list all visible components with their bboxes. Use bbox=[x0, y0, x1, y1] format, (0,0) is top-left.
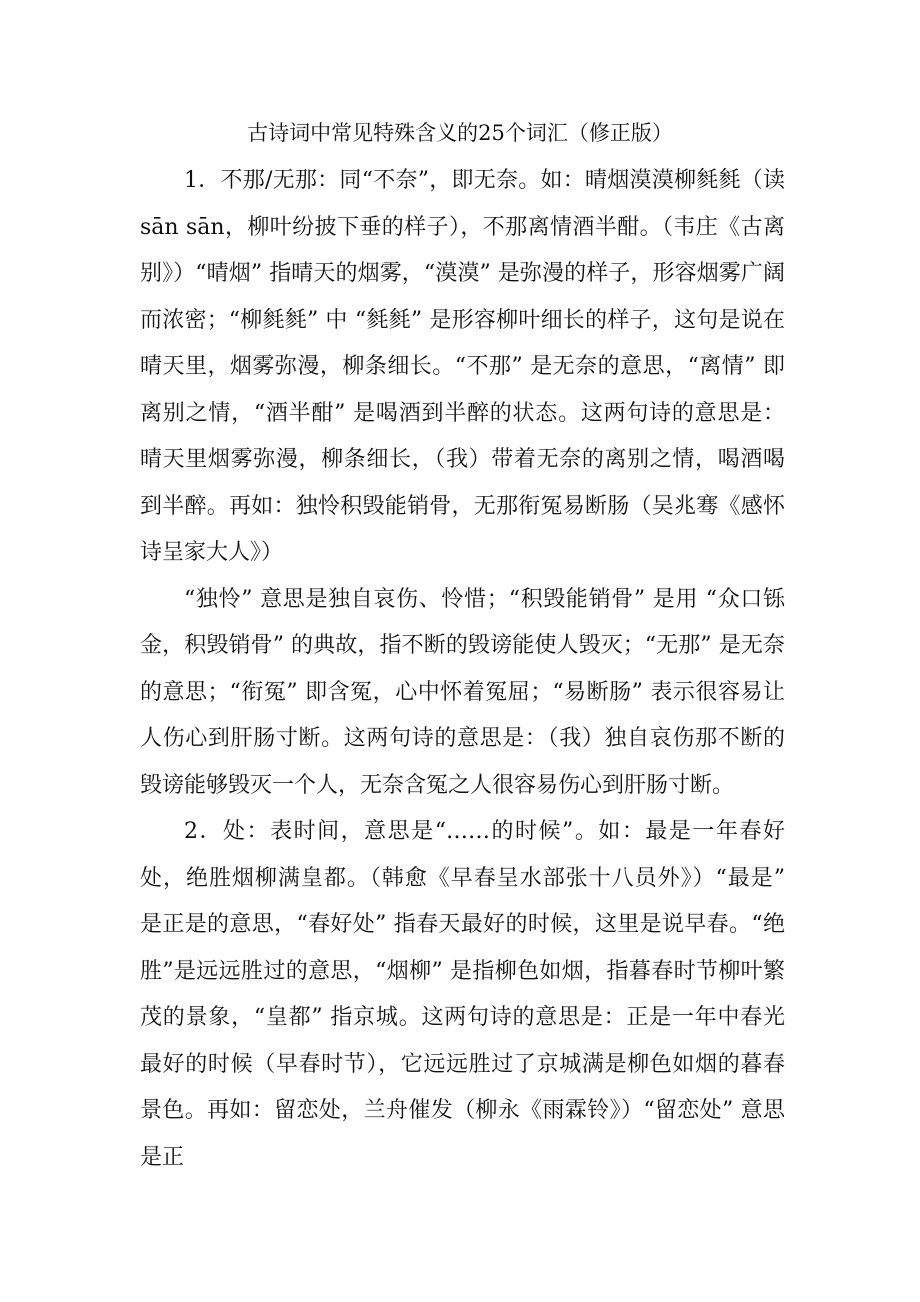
paragraph-3: 2．处：表时间，意思是“……的时候”。如：最是一年春好处，绝胜烟柳满皇都。（韩愈《早春呈水部张十八员外》）“最是” 是正是的意思，“春好处” 指春天最好的时候，这里是说早春。“绝胜”是远远胜过的意思，“烟柳” 是指柳色如烟，指暮春时节柳叶繁茂的景象，“皇都” 指京城。这两句诗的意思是：正是一年中春光最好的时候（早春时节），它远远胜过了京城满是柳色如烟的暮春景色。再如：留恋处，兰舟催发（柳永《雨霖铃》）“留恋处” 意思是正 bbox=[140, 819, 785, 1170]
document-body bbox=[140, 158, 785, 1181]
paragraph-1: 1．不那/无那：同“不奈”，即无奈。如：晴烟漠漠柳毵毵（读sān sān，柳叶纷披下垂的样子），不那离情酒半酣。（韦庄《古离别》）“晴烟” 指晴天的烟雾，“漠漠” 是弥漫的样子，形容烟雾广阔而浓密；“柳毵毵” 中 “毵毵” 是形容柳叶细长的样子，这句是说在晴天里，烟雾弥漫，柳条细长。“不那” 是无奈的意思，“离情” 即离别之情，“酒半酣” 是喝酒到半醉的状态。这两句诗的意思是：晴天里烟雾弥漫，柳条细长，（我）带着无奈的离别之情，喝酒喝到半醉。再如：独怜积毁能销骨，无那衔冤易断肠（吴兆骞《感怀诗呈家大人》） bbox=[140, 168, 785, 565]
paragraph-2: “独怜” 意思是独自哀伤、怜惜；“积毁能销骨” 是用 “众口铄金，积毁销骨” 的典故，指不断的毁谤能使人毁灭；“无那” 是无奈的意思；“衔冤” 即含冤，心中怀着冤屈；“易断肠” 表示很容易让人伤心到肝肠寸断。这两句诗的意思是：（我）独自哀伤那不断的毁谤能够毁灭一个人，无奈含冤之人很容易伤心到肝肠寸断。 bbox=[140, 586, 785, 798]
document-title: 古诗词中常见特殊含义的25个词汇（修正版） bbox=[247, 121, 673, 145]
